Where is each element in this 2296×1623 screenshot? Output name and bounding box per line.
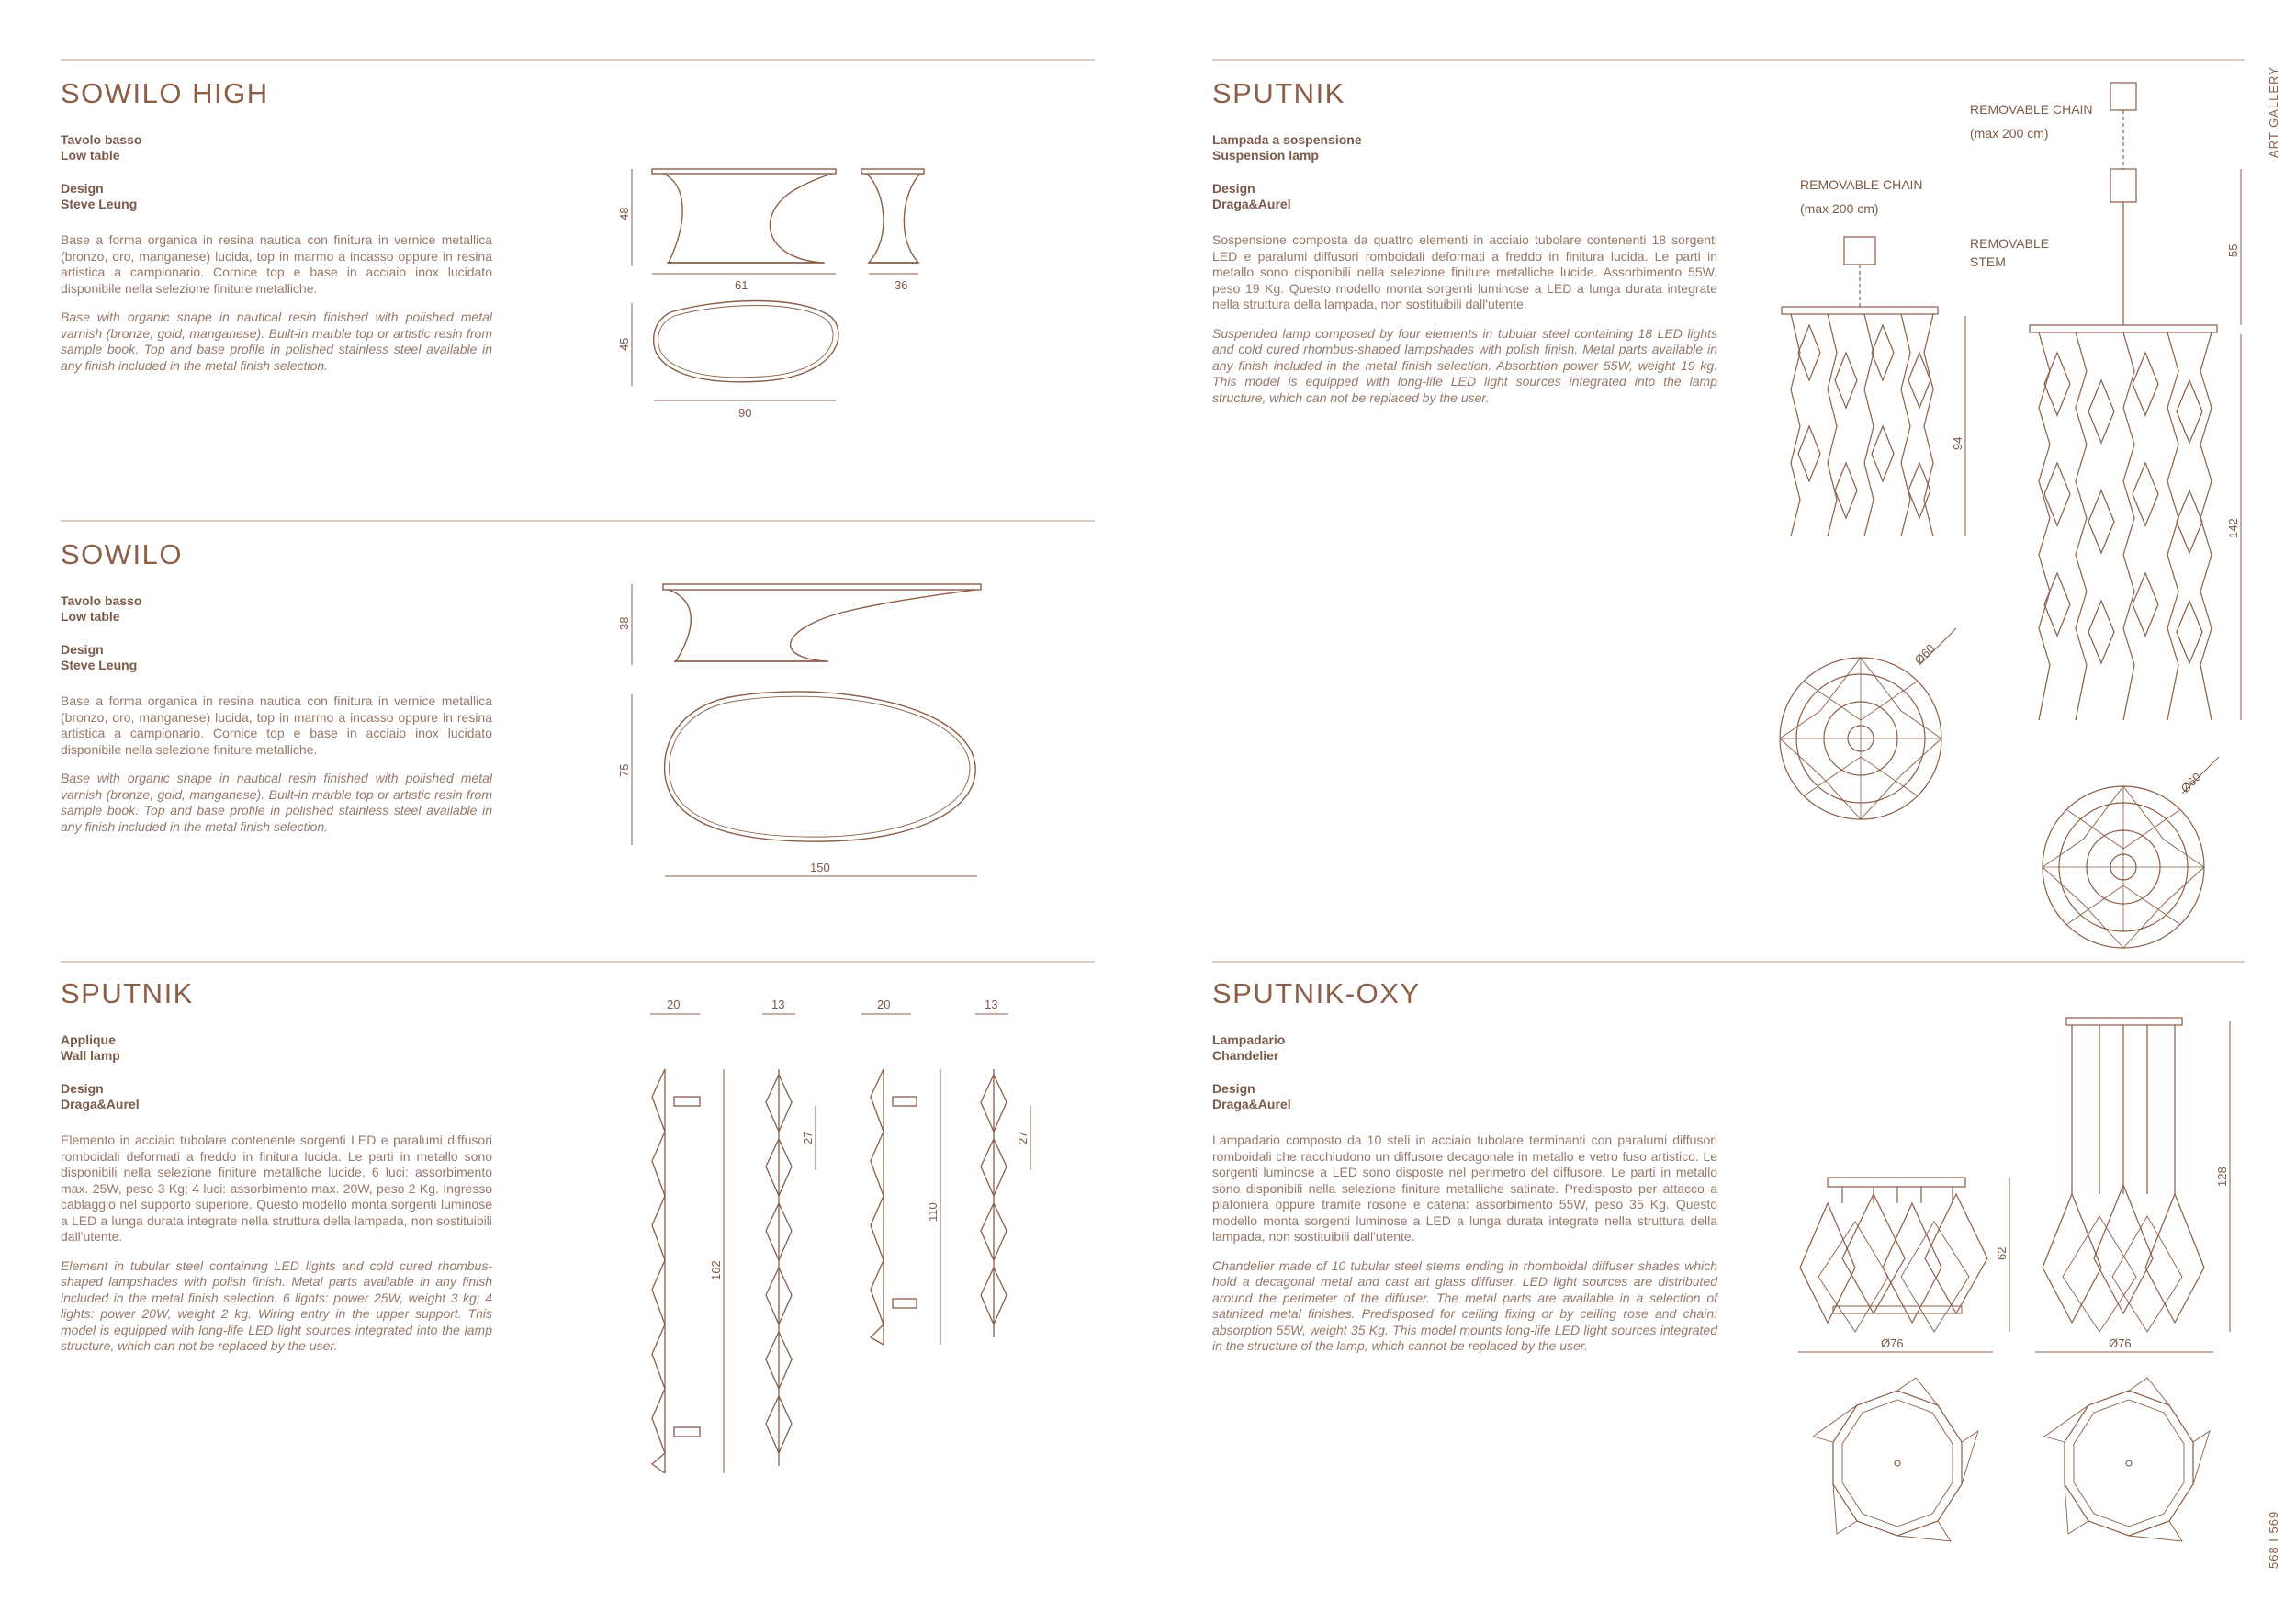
- product-type-en: Low table: [61, 148, 120, 163]
- description-en: Base with organic shape in nautical resin finished with polished metal varnish (bronze, gold, manganese). Built-in marble top or artistic resin from sample book. Top and base profile in polished stainless steel available in any finish included in the metal finish selection.: [61, 771, 492, 834]
- product-sowilo-high: [61, 77, 492, 374]
- product-type-it: Applique: [61, 1032, 116, 1047]
- product-type-en: Low table: [61, 609, 120, 624]
- design-label: Design: [61, 642, 104, 657]
- product-type-it: Tavolo basso: [61, 132, 142, 147]
- product-type-en: Wall lamp: [61, 1048, 120, 1063]
- design-label: Design: [61, 1081, 104, 1096]
- designer-name: Steve Leung: [61, 658, 138, 672]
- description-en: Chandelier made of 10 tubular steel stems ending in rhomboidal diffuser shades which hold a decagonal metal and cast art glass diffuser. LED light sources are distributed around the perimeter of the diffuser. The metal parts are available in a selection of satinized metal finishes. Predisposed for ceiling fixing or by ceiling rose and chain: absorption 55W, weight 35 Kg. This model mounts long-life LED light sources integrated in the structure of the lamp, which cannot be replaced by the user.: [1212, 1257, 1717, 1353]
- sputnik-wall-drawing: [634, 996, 1075, 1492]
- dim-oxy-h2: 128: [2215, 1167, 2229, 1187]
- dim-sowilo-depth: 75: [617, 763, 631, 777]
- design-label: Design: [61, 181, 104, 196]
- dim-sowilo-high-width: 61: [735, 278, 748, 292]
- dim-wall-w3: 20: [877, 997, 891, 1011]
- product-type-it: Tavolo basso: [61, 593, 142, 608]
- product-type-it: Lampada a sospensione: [1212, 132, 1362, 147]
- product-title: SPUTNIK: [1212, 77, 1345, 109]
- note-removable-stem-1: REMOVABLE: [1970, 236, 2050, 251]
- product-type-en: Chandelier: [1212, 1048, 1279, 1063]
- design-label: Design: [1212, 181, 1255, 196]
- product-title: SOWILO HIGH: [61, 77, 269, 109]
- description-en: Element in tubular steel containing LED lights and cold cured rhombus-shaped lampshades with polish finish. Metal parts available in any finish included in the metal finish selection. 6 lights: power 25W, weight 3 kg; 4 lights: power 20W, weight 2 kg. Wiring entry in the upper support. This model is equipped with long-life LED light sources integrated into the lamp structure, which can not be replaced by the user.: [61, 1257, 492, 1353]
- section-side-label: ART GALLERY: [2267, 66, 2280, 158]
- dim-oxy-d1: Ø76: [1881, 1336, 1904, 1350]
- product-sputnik-oxy: [1212, 977, 1717, 1355]
- rule-top-right: [1212, 59, 2245, 61]
- product-type-it: Lampadario: [1212, 1032, 1286, 1047]
- product-title: SOWILO: [61, 538, 184, 570]
- dim-sowilo-height: 38: [617, 616, 631, 630]
- rule-mid-left: [61, 520, 1095, 522]
- description-it: Elemento in acciaio tubolare contenente sorgenti LED e paralumi diffusori romboidali deformati a freddo in finitura lucida. Le parti in metallo sono disponibili nella selezione finiture metalliche lucide. 6 luci: assorbimento max. 25W, peso 3 Kg; 4 luci: assorbimento max. 20W, peso 2 Kg. Ingresso cablaggio nel supporto superiore. Questo modello monta sorgenti luminose a LED a lunga durata integrate nella struttura della lampada, non sostituibili dall'utente.: [61, 1133, 492, 1244]
- description-en: Suspended lamp composed by four elements in tubular steel containing 18 LED lights and cold cured rhombus-shaped lampshades with polish finish. Metal parts available in any finish included in the metal finish selection. Absorbtion power 55W, weight 19 kg. This model is equipped with long-life LED light sources integrated into the lamp structure, which can not be replaced by the user.: [1212, 325, 1717, 405]
- product-sputnik-wall: [61, 977, 492, 1355]
- dim-oxy-h1: 62: [1995, 1246, 2009, 1260]
- rule-bottom-left: [61, 961, 1095, 963]
- description-it: Sospensione composta da quattro elementi in acciaio tubolare contenenti 18 sorgenti LED e paralumi diffusori romboidali deformati a freddo in finitura lucida. Le parti in metallo sono disponibili nella selezione finiture metalliche lucide. Assorbimento 55W, peso 19 Kg. Questo modello monta sorgenti luminose a LED a lunga durata integrate nella struttura della lampada, non sostituibili dall'utente.: [1212, 232, 1717, 311]
- dim-wall-h2: 27: [801, 1131, 815, 1144]
- designer-name: Draga&Aurel: [1212, 197, 1291, 211]
- dim-pendant-h3: 142: [2226, 518, 2240, 538]
- product-title: SPUTNIK: [61, 977, 194, 1009]
- note-chain-max-left: (max 200 cm): [1800, 201, 1879, 216]
- note-chain-max-right: (max 200 cm): [1970, 126, 2049, 141]
- dim-sowilo-length: 150: [810, 861, 830, 874]
- rule-top-left: [61, 59, 1095, 61]
- sputnik-oxy-drawing: [1782, 1010, 2259, 1571]
- description-it: Base a forma organica in resina nautica con finitura in vernice metallica (bronzo, oro, manganese) lucida, top in marmo a incasso oppure in resina artistica a campionario. Cornice top e base in acciaio inox lucidato disponibile nella selezione finiture metalliche.: [61, 232, 492, 296]
- dim-wall-w2: 13: [771, 997, 785, 1011]
- dim-sowilo-high-length: 90: [738, 406, 752, 420]
- dim-sowilo-high-depth: 45: [617, 337, 631, 351]
- dim-wall-w1: 20: [667, 997, 681, 1011]
- rule-bottom-right: [1212, 961, 2245, 963]
- designer-name: Steve Leung: [61, 197, 138, 211]
- designer-name: Draga&Aurel: [61, 1097, 140, 1111]
- dim-wall-h3: 110: [926, 1202, 940, 1222]
- dim-oxy-d2: Ø76: [2109, 1336, 2132, 1350]
- product-type-en: Suspension lamp: [1212, 148, 1319, 163]
- sowilo-high-drawing: [615, 156, 964, 432]
- design-label: Design: [1212, 1081, 1255, 1096]
- dim-wall-h4: 27: [1016, 1131, 1030, 1144]
- dim-wall-w4: 13: [985, 997, 998, 1011]
- dim-sowilo-high-height: 48: [617, 207, 631, 220]
- note-removable-chain-left: REMOVABLE CHAIN: [1800, 177, 1923, 192]
- dim-pendant-h1: 94: [1951, 436, 1964, 450]
- page-numbers: 568 I 569: [2267, 1510, 2280, 1569]
- sputnik-pendant-drawing: [1763, 77, 2259, 931]
- dim-wall-h1: 162: [709, 1260, 723, 1280]
- dim-pendant-d1: Ø60: [1911, 641, 1938, 668]
- designer-name: Draga&Aurel: [1212, 1097, 1291, 1111]
- dim-pendant-d2: Ø60: [2178, 770, 2204, 796]
- description-en: Base with organic shape in nautical resin finished with polished metal varnish (bronze, gold, manganese). Built-in marble top or artistic resin from sample book. Top and base profile in polished stainless steel available in any finish included in the metal finish selection.: [61, 310, 492, 373]
- product-sowilo: [61, 538, 492, 835]
- sowilo-drawing: [615, 573, 1001, 885]
- dim-sowilo-high-side: 36: [895, 278, 908, 292]
- note-removable-chain-right: REMOVABLE CHAIN: [1970, 102, 2093, 117]
- dim-pendant-h2: 55: [2226, 243, 2240, 257]
- product-title: SPUTNIK-OXY: [1212, 977, 1421, 1009]
- product-sputnik-pendant: [1212, 77, 1717, 406]
- description-it: Lampadario composto da 10 steli in acciaio tubolare terminanti con paralumi diffusori romboidali che racchiudono un diffusore decagonale in metallo e vetro fuso artistico. Le sorgenti luminose a LED sono disposte nel perimetro del diffusore. Le parti in metallo sono disponibili nella selezione finiture metalliche satinate. Predisposto per attacco a plafoniera oppure tramite rosone e catena: assorbimento 55W, peso 35 Kg. Questo modello monta sorgenti luminose a LED a lunga durata integrate nella struttura della lampada, non sostituibili dall'utente.: [1212, 1133, 1717, 1244]
- note-removable-stem-2: STEM: [1970, 254, 2006, 269]
- description-it: Base a forma organica in resina nautica con finitura in vernice metallica (bronzo, oro, manganese) lucida, top in marmo a incasso oppure in resina artistica a campionario. Cornice top e base in acciaio inox lucidato disponibile nella selezione finiture metalliche.: [61, 693, 492, 757]
